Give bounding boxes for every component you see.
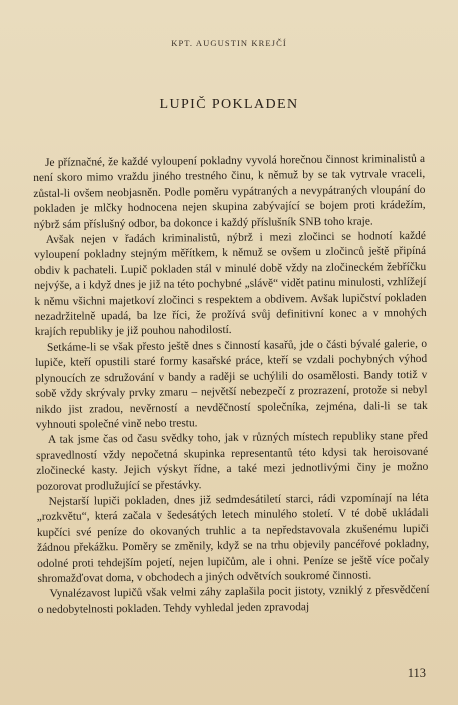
paragraph: Setkáme-li se však přesto ještě dnes s činností kasařů, jde o části bývalé galerie, o lupiče, kteří opustili staré formy kasařské práce, kteří se vzdali pochybných výhod plynoucích ze sdružování v bandy a raději se uchýlili do osamělosti. Bandy totiž v sobě vždy skrývaly prvky zmaru – největší nebezpečí z prozrazení, protože si nebyl nikdo jist zradou, nevěrností a nevděčností společníka, zejména, dali-li se tak vyhnouti společné vině nebo trestu. (35, 337, 428, 431)
paragraph: Avšak nejen v řadách kriminalistů, nýbrž i mezi zločinci se hodnotí každé vyloupení pokladny stejným měřítkem, k němuž se ovšem u zločinců ještě připíná obdiv k pachateli. Lupič pokladen stál v minulé době vždy na zločineckém žebříčku nejvýše, a i když dnes je již na této pochybné „slávě“ vidět patinu minulosti, vzhlížejí k němu všichni majetkoví zločinci s respektem a obdivem. Avšak lupičství pokladen nezadržitelně upadá, ba lze říci, že prožívá svůj definitivní konec a v mnohých krajích republiky je již pouhou nahodilostí. (33, 229, 427, 339)
paragraph: Je příznačné, že každé vyloupení pokladny vyvolá horečnou činnost kriminalistů a není skoro mimo vraždu jiného trestného činu, k němuž by se tak vytrvale vraceli, zůstal-li ovšem neobjasněn. Podle poměru vypátraných a nevypátraných vloupání do pokladen je mlčky hodnocena nejen skupina zabývající se bojem proti krádežím, nýbrž sám příslušný odbor, ba dokonce i každý příslušník SNB toho kraje. (33, 152, 426, 231)
running-head: KPT. AUGUSTIN KREJČÍ (171, 38, 287, 48)
body-text (33, 152, 430, 618)
chapter-title: LUPIČ POKLADEN (159, 97, 299, 112)
page-number: 113 (407, 666, 426, 680)
paragraph: Nejstarší lupiči pokladen, dnes již sedmdesátiletí starci, rádi vzpomínají na léta „rozkvětu“, která začala v šedesátých letech minulého století. V té době ukládali kupčíci své peníze do okovaných truhlic a ta nepředstavovala zkušenému lupiči žádnou překážku. Poměry se změnily, když se na trhu objevily pancéřové pokladny, odolné proti tehdejším pojetí, nejen lupičům, ale i ohni. Peníze se ještě více počaly shromažďovat doma, v obchodech a jiných odvětvích soukromé činnosti. (36, 491, 430, 585)
paragraph: A tak jsme čas od času svědky toho, jak v různých místech republiky stane před spravedlností vždy nepočetná skupinka representantů této kdysi tak heroisované zločinecké kasty. Jejich výskyt řídne, a také mezi jednotlivými činy je možno pozorovat prodlužující se přestávky. (36, 430, 429, 493)
paragraph: Vynalézavost lupičů však velmi záhy zaplašila pocit jistoty, vzniklý z přesvědčení o nedobytelnosti pokladen. Tehdy vyhledal jeden zpravodaj (37, 584, 430, 616)
